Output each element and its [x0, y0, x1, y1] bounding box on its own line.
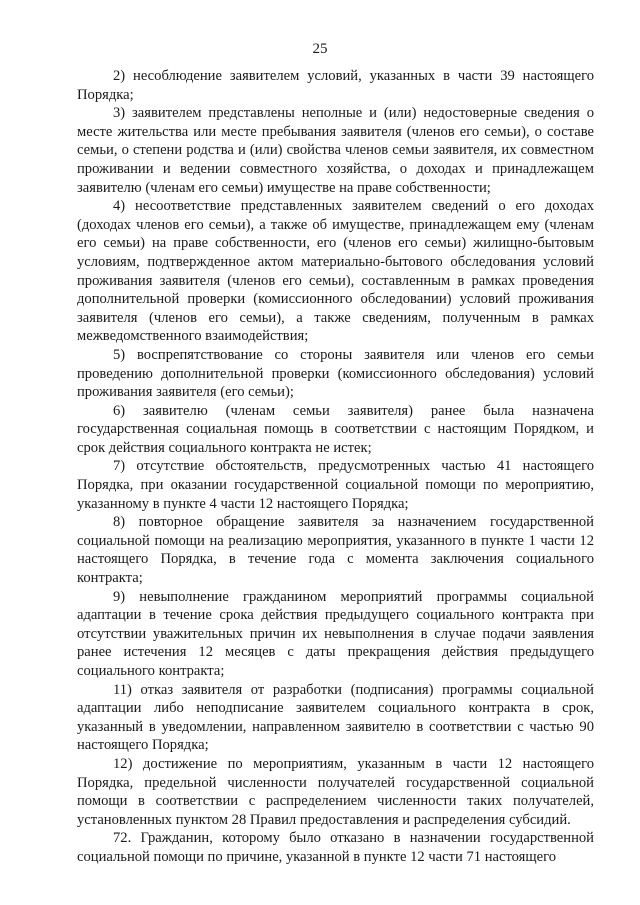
paragraph-item-11: 11) отказ заявителя от разработки (подписания) программы социальной адаптации либо неподписание заявителем социального контракта в срок, указанный в уведомлении, направленном заявителю в соответствии с частью 90 настоящего Порядка;	[77, 681, 594, 754]
paragraph-item-7: 7) отсутствие обстоятельств, предусмотренных частью 41 настоящего Порядка, при оказании государственной социальной помощи по мероприятию, указанному в пункте 4 части 12 настоящего Порядка;	[77, 458, 594, 512]
paragraph-item-12: 12) достижение по мероприятиям, указанным в части 12 настоящего Порядка, предельной численности получателей государственной социальной помощи в соответствии с распределением численности таких получателей, установленных пунктом 28 Правил предоставления и распределения субсидий.	[77, 755, 594, 828]
paragraph-section-72: 72. Гражданин, которому было отказано в назначении государственной социальной помощи по причине, указанной в пункте 12 части 71 настоящего	[77, 830, 594, 865]
page-number: 25	[312, 41, 328, 57]
paragraph-item-8: 8) повторное обращение заявителя за назначением государственной социальной помощи на реализацию мероприятия, указанного в пункте 1 части 12 настоящего Порядка, в течение года с момента заключения социального контракта;	[77, 514, 594, 587]
paragraph-item-4: 4) несоответствие представленных заявителем сведений о его доходах (доходах членов его семьи), а также об имуществе, принадлежащем ему (членам его семьи) на праве собственности, его (членов его семьи) жилищно-бытовым условиям, подтвержденное актом материально-бытового обследования условий проживания заявителя (членов его семьи), составленным в рамках проведения дополнительной проверки (комиссионного обследовании) условий проживания заявителя (членов его семьи), а также сведениям, полученным в рамках межведомственного взаимодействия;	[77, 198, 594, 345]
paragraph-item-6: 6) заявителю (членам семьи заявителя) ранее была назначена государственная социальная помощь в соответствии с настоящим Порядком, и срок действия социального контракта не истек;	[77, 402, 594, 456]
paragraph-item-9: 9) невыполнение гражданином мероприятий программы социальной адаптации в течение срока действия предыдущего социального контракта при отсутствии уважительных причин их невыполнения в случае подачи заявления ранее истечения 12 месяцев с даты прекращения действия предыдущего социального контракта;	[77, 588, 594, 679]
paragraph-item-5: 5) воспрепятствование со стороны заявителя или членов его семьи проведению дополнительной проверки (комиссионного обследования) условий проживания заявителя (его семьи);	[77, 346, 594, 401]
paragraph-item-3: 3) заявителем представлены неполные и (или) недостоверные сведения о месте жительства или месте пребывания заявителя (членов его семьи), о составе семьи, о степени родства и (или) свойства членов семьи заявителя, их совместном проживании и ведении совместного хозяйства, о доходах и принадлежащем заявителю (членам его семьи) имуществе на праве собственности;	[77, 105, 594, 196]
document-body	[77, 67, 594, 867]
paragraph-item-2: 2) несоблюдение заявителем условий, указанных в части 39 настоящего Порядка;	[77, 68, 594, 103]
